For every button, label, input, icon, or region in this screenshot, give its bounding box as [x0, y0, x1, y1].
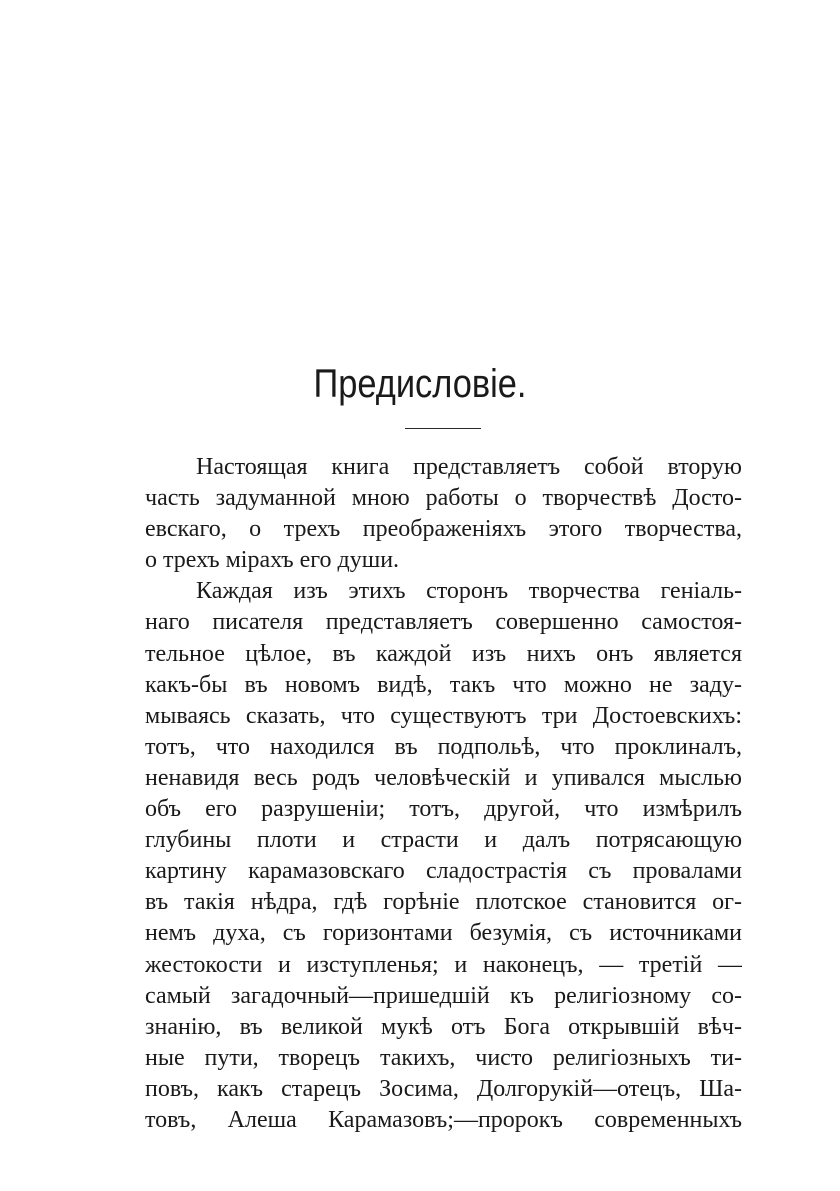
- text-line: о трехъ мірахъ его души.: [145, 547, 400, 574]
- text-line: часть задуманной мною работы о творчествѣ Досто-: [145, 485, 742, 512]
- text-line: немъ духа, съ горизонтами безумія, съ источниками: [145, 920, 742, 947]
- title-rule: [405, 428, 481, 429]
- text-line: объ его разрушеніи; тотъ, другой, что измѣрилъ: [145, 796, 742, 823]
- text-line: картину карамазовскаго сладострастія съ провалами: [145, 858, 742, 885]
- text-line: самый загадочный—пришедшій къ религіозному со-: [145, 982, 742, 1009]
- text-line: ненавидя весь родъ человѣческій и упивался мыслью: [145, 764, 742, 791]
- text-line: тельное цѣлое, въ каждой изъ нихъ онъ является: [145, 640, 742, 667]
- text-line: глубины плоти и страсти и далъ потрясающую: [145, 827, 742, 854]
- text-line: жестокости и изступленья; и наконецъ, — третій —: [145, 951, 742, 978]
- text-line: какъ-бы въ новомъ видѣ, такъ что можно не заду-: [145, 671, 742, 698]
- text-line: повъ, какъ старецъ Зосима, Долгорукій—отецъ, Ша-: [145, 1075, 742, 1102]
- text-line: Настоящая книга представляетъ собой вторую: [196, 454, 742, 480]
- text-line: ные пути, творецъ такихъ, чисто религіозныхъ ти-: [145, 1044, 742, 1071]
- text-line: мываясь сказать, что существуютъ три Достоевскихъ:: [145, 702, 742, 729]
- text-line: евскаго, о трехъ преображеніяхъ этого творчества,: [145, 516, 742, 543]
- text-line: наго писателя представляетъ совершенно самостоя-: [145, 609, 742, 636]
- text-line: Каждая изъ этихъ сторонъ творчества геніаль-: [196, 578, 742, 605]
- page-title: Предисловіе.: [313, 362, 527, 406]
- text-line: тотъ, что находился въ подпольѣ, что проклиналъ,: [145, 733, 742, 760]
- text-line: знанію, въ великой мукѣ отъ Бога открывшій вѣч-: [145, 1013, 742, 1040]
- text-line: въ такія нѣдра, гдѣ горѣніе плотское становится ог-: [145, 889, 742, 916]
- body-text: [145, 452, 742, 1136]
- text-line: товъ, Алеша Карамазовъ;—пророкъ современныхъ: [145, 1106, 742, 1133]
